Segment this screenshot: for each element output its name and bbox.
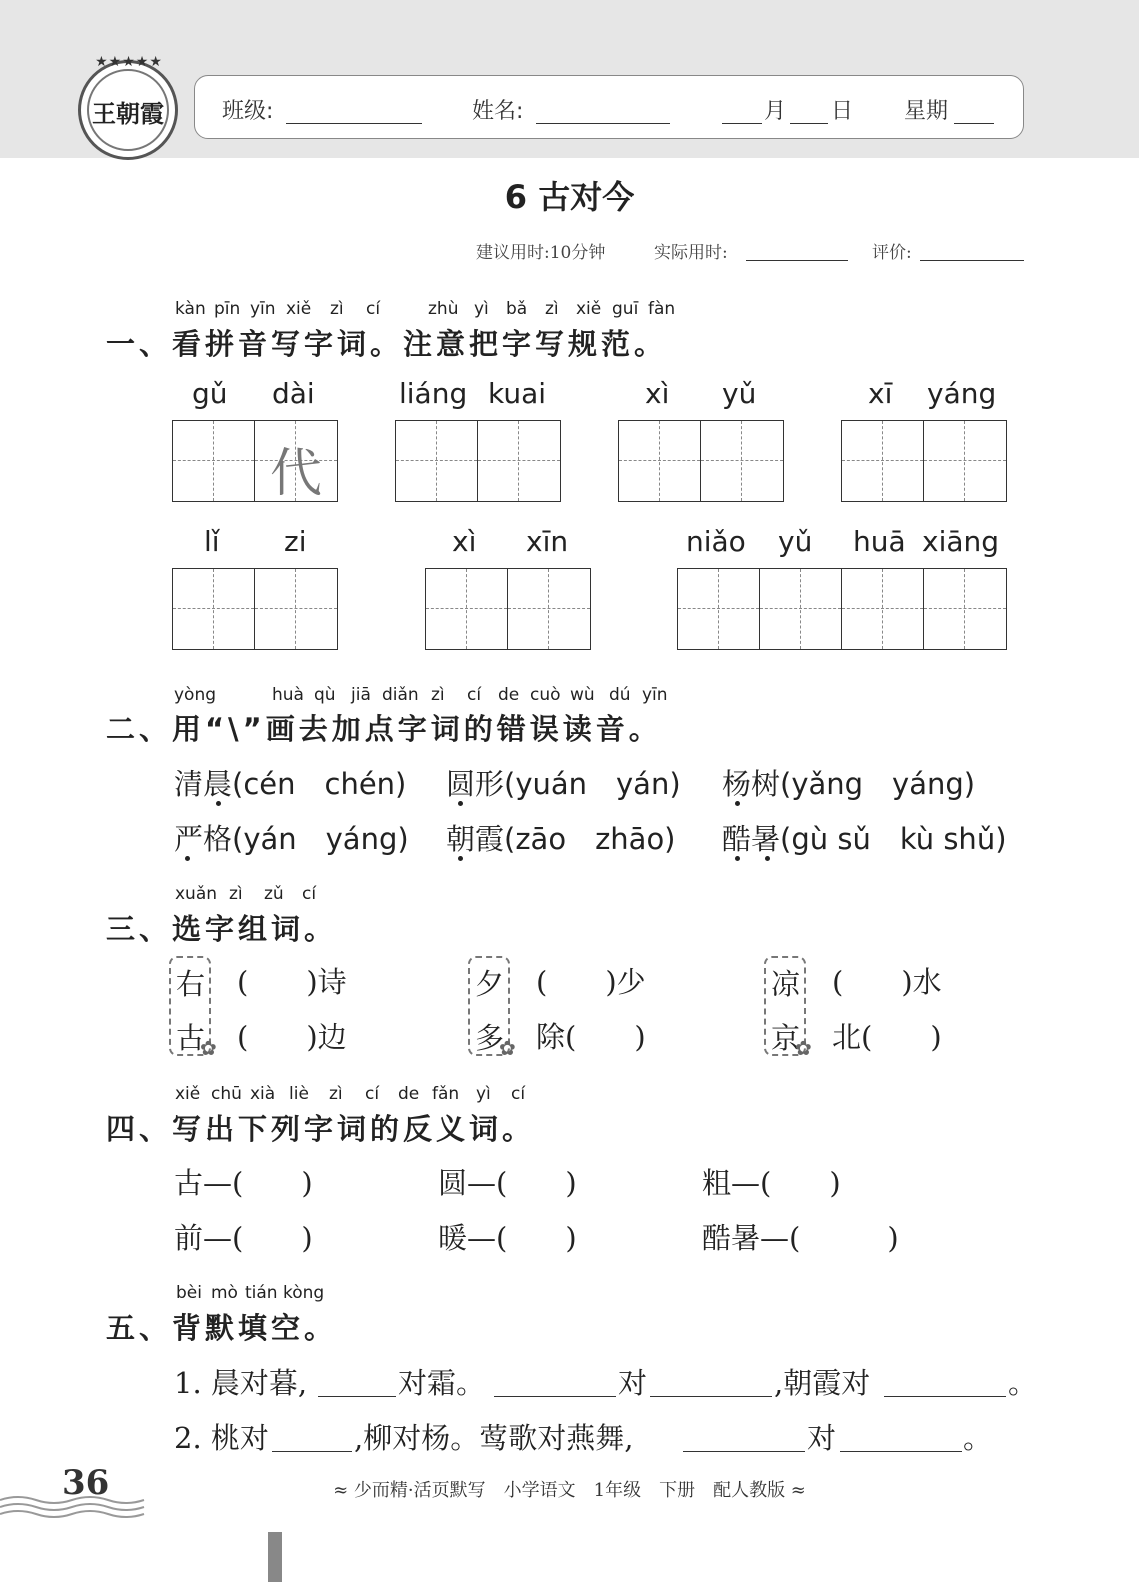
section-pinyin: de — [398, 1084, 420, 1104]
fill-blank[interactable] — [884, 1366, 1006, 1397]
writing-cell[interactable] — [255, 569, 337, 649]
writing-grid[interactable] — [172, 420, 338, 502]
pronunciation-options: (gù sǔ kù shǔ) — [780, 822, 1007, 856]
recite-text: 对 — [618, 1366, 648, 1400]
dotted-word: 严格 — [174, 822, 233, 856]
section-pinyin: cí — [302, 884, 317, 904]
section-pinyin: bèi — [176, 1283, 202, 1303]
pronunciation-item[interactable] — [446, 817, 676, 858]
day-field[interactable] — [790, 97, 828, 124]
writing-cell[interactable] — [701, 421, 783, 501]
section-pinyin: cí — [366, 299, 381, 319]
flower-icon: ✿ — [795, 1036, 812, 1060]
dotted-word: 杨树 — [722, 767, 781, 801]
writing-cell[interactable] — [842, 569, 924, 649]
logo-stars-icon: ★★★★★ — [95, 54, 163, 70]
writing-cell[interactable] — [478, 421, 560, 501]
section-pinyin: cí — [511, 1084, 526, 1104]
fill-blank[interactable] — [318, 1366, 396, 1397]
antonym-item[interactable]: 古—( ) — [174, 1166, 313, 1200]
word-pinyin: xì — [645, 377, 670, 410]
flower-icon: ✿ — [200, 1036, 217, 1060]
class-label: 班级: — [222, 99, 274, 124]
word-pinyin: lǐ — [204, 525, 220, 558]
writing-cell[interactable] — [619, 421, 701, 501]
section-pinyin: jiā — [351, 685, 371, 705]
section-pinyin: yīn — [642, 685, 668, 705]
weekday-field[interactable] — [954, 97, 994, 124]
pronunciation-options: (zāo zhāo) — [504, 822, 676, 856]
antonym-item[interactable]: 圆—( ) — [438, 1166, 577, 1200]
name-field[interactable] — [536, 97, 670, 124]
pronunciation-item[interactable] — [722, 817, 1007, 858]
section-pinyin: diǎn — [382, 685, 419, 705]
writing-cell[interactable] — [924, 421, 1006, 501]
section-pinyin: wù — [570, 685, 595, 705]
pronunciation-item[interactable] — [174, 762, 406, 803]
word-pinyin: gǔ — [192, 377, 228, 410]
section-pinyin: cuò — [530, 685, 561, 705]
word-pinyin: kuai — [488, 377, 547, 410]
section-pinyin: yīn — [250, 299, 276, 319]
writing-cell[interactable] — [678, 569, 760, 649]
section-pinyin: xiě — [286, 299, 312, 319]
section-pinyin: yì — [476, 1084, 491, 1104]
pronunciation-item[interactable] — [722, 762, 975, 803]
day-label: 日 — [831, 99, 854, 124]
page-number: 36 — [62, 1463, 110, 1503]
section-pinyin: liè — [289, 1084, 309, 1104]
writing-grid[interactable] — [425, 568, 591, 650]
antonym-item[interactable]: 前—( ) — [174, 1221, 313, 1255]
page-tab — [268, 1532, 282, 1582]
recite-text: ,柳对杨。莺歌对燕舞, — [354, 1421, 634, 1455]
writing-cell[interactable] — [255, 421, 337, 504]
lesson-title: 6 古对今 — [504, 178, 635, 216]
section-3-title: 三、选字组词。 — [106, 912, 338, 946]
section-pinyin: zì — [545, 299, 559, 319]
writing-cell[interactable] — [508, 569, 590, 649]
section-pinyin: zǔ — [264, 884, 284, 904]
word-pinyin: huā — [853, 525, 906, 558]
section-pinyin: cí — [467, 685, 482, 705]
dotted-word: 圆形 — [446, 767, 505, 801]
dotted-word: 朝霞 — [446, 822, 505, 856]
section-pinyin: zhù — [428, 299, 459, 319]
recite-text: 2. 桃对 — [174, 1421, 269, 1455]
writing-grid[interactable] — [395, 420, 561, 502]
dotted-word: 清晨 — [174, 767, 233, 801]
writing-grid[interactable] — [172, 568, 338, 650]
word-pinyin: xiāng — [922, 525, 1000, 558]
fill-blank[interactable] — [683, 1421, 805, 1452]
word-pinyin: dài — [272, 377, 315, 410]
word-pinyin: yáng — [927, 377, 997, 410]
word-pinyin: xì — [452, 525, 477, 558]
section-pinyin: zì — [431, 685, 445, 705]
rating-field[interactable] — [920, 236, 1024, 261]
choice-character: 古 — [176, 1021, 206, 1055]
word-pinyin: liáng — [399, 377, 468, 410]
logo-text: 王朝霞 — [92, 99, 164, 128]
writing-cell[interactable] — [173, 421, 255, 501]
writing-cell[interactable] — [426, 569, 508, 649]
emphasis-dot — [216, 801, 221, 806]
recite-text: ,朝霞对 — [774, 1366, 871, 1400]
suggested-time: 建议用时:10分钟 — [476, 243, 606, 263]
actual-time-field[interactable] — [746, 236, 848, 261]
writing-cell[interactable] — [842, 421, 924, 501]
emphasis-dot — [765, 856, 770, 861]
pronunciation-item[interactable] — [446, 762, 681, 803]
emphasis-dot — [458, 801, 463, 806]
section-pinyin: zì — [329, 1084, 343, 1104]
section-1-title: 一、看拼音写字词。注意把字写规范。 — [106, 327, 668, 361]
section-pinyin: xiě — [175, 1084, 201, 1104]
fill-blank[interactable] — [494, 1366, 616, 1397]
section-pinyin: de — [498, 685, 520, 705]
class-field[interactable] — [286, 97, 422, 124]
word-blank[interactable]: ( )边 — [237, 1020, 347, 1054]
example-character: 代 — [269, 444, 322, 504]
pronunciation-options: (yǎng yáng) — [780, 767, 976, 801]
choice-character: 夕 — [475, 967, 505, 1001]
name-label: 姓名: — [472, 99, 524, 124]
section-pinyin: yì — [474, 299, 489, 319]
rating-label: 评价: — [872, 243, 912, 263]
weekday-label: 星期 — [904, 99, 949, 124]
flower-icon: ✿ — [499, 1036, 516, 1060]
fill-blank[interactable] — [650, 1366, 772, 1397]
publisher-logo — [78, 54, 178, 160]
section-pinyin: fàn — [648, 299, 676, 319]
section-pinyin: chū — [211, 1084, 242, 1104]
recite-text: 对 — [807, 1421, 837, 1455]
section-pinyin: yòng — [174, 685, 217, 705]
pronunciation-options: (yuán yán) — [504, 767, 681, 801]
section-pinyin: tián — [245, 1283, 278, 1303]
section-2-title: 二、用“\”画去加点字词的错误读音。 — [106, 712, 662, 746]
emphasis-dot — [458, 856, 463, 861]
antonym-item[interactable]: 粗—( ) — [702, 1166, 841, 1200]
recite-text: 。 — [1008, 1366, 1038, 1400]
choice-character: 多 — [475, 1021, 505, 1055]
dotted-word: 酷暑 — [722, 822, 781, 856]
writing-cell[interactable] — [173, 569, 255, 649]
section-pinyin: pīn — [214, 299, 241, 319]
word-pinyin: niǎo — [686, 525, 746, 558]
actual-time-label: 实际用时: — [654, 243, 728, 263]
choice-character: 京 — [771, 1021, 801, 1055]
antonym-item[interactable]: 暖—( ) — [438, 1221, 577, 1255]
word-pinyin: yǔ — [778, 525, 813, 558]
section-pinyin: xiě — [576, 299, 602, 319]
emphasis-dot — [735, 856, 740, 861]
section-pinyin: xuǎn — [175, 884, 218, 904]
section-pinyin: kàn — [175, 299, 206, 319]
fill-blank[interactable] — [272, 1421, 352, 1452]
recite-text: 。 — [963, 1421, 993, 1455]
month-label: 月 — [764, 99, 787, 124]
word-blank[interactable]: ( )诗 — [237, 965, 347, 999]
section-pinyin: cí — [365, 1084, 380, 1104]
section-4-title: 四、写出下列字词的反义词。 — [106, 1112, 536, 1146]
writing-grid[interactable] — [841, 420, 1007, 502]
recite-text: 1. 晨对暮, — [174, 1366, 308, 1400]
recite-text: 对霜。 — [398, 1366, 486, 1400]
section-pinyin: zì — [330, 299, 344, 319]
section-pinyin: zì — [229, 884, 243, 904]
section-pinyin: fǎn — [432, 1084, 460, 1104]
word-blank[interactable]: ( )少 — [536, 965, 646, 999]
section-pinyin: huà — [272, 685, 304, 705]
section-5-title: 五、背默填空。 — [106, 1311, 338, 1345]
pronunciation-options: (yán yáng) — [232, 822, 409, 856]
antonym-item[interactable]: 酷暑—( ) — [702, 1221, 899, 1255]
word-pinyin: xīn — [526, 525, 569, 558]
section-pinyin: mò — [211, 1283, 238, 1303]
word-blank[interactable]: 除( ) — [536, 1020, 646, 1054]
writing-grid[interactable] — [618, 420, 784, 502]
month-field[interactable] — [722, 97, 762, 124]
section-pinyin: xià — [250, 1084, 276, 1104]
word-pinyin: yǔ — [722, 377, 757, 410]
choice-character: 凉 — [771, 967, 801, 1001]
section-pinyin: dú — [609, 685, 631, 705]
pronunciation-options: (cén chén) — [232, 767, 407, 801]
writing-grid[interactable] — [677, 568, 1007, 650]
word-pinyin: zi — [284, 525, 307, 558]
section-pinyin: kòng — [283, 1283, 325, 1303]
word-blank[interactable]: ( )水 — [832, 965, 942, 999]
word-blank[interactable]: 北( ) — [832, 1020, 942, 1054]
section-pinyin: bǎ — [506, 299, 528, 319]
pronunciation-item[interactable] — [174, 817, 409, 858]
writing-cell[interactable] — [396, 421, 478, 501]
footer-text: ≈ 少而精·活页默写 小学语文 1年级 下册 配人教版 ≈ — [333, 1480, 806, 1501]
writing-cell[interactable] — [924, 569, 1006, 649]
word-pinyin: xī — [868, 377, 893, 410]
emphasis-dot — [735, 801, 740, 806]
section-pinyin: guī — [612, 299, 639, 319]
fill-blank[interactable] — [840, 1421, 962, 1452]
section-pinyin: qù — [314, 685, 336, 705]
emphasis-dot — [185, 856, 190, 861]
writing-cell[interactable] — [760, 569, 842, 649]
choice-character: 右 — [176, 967, 206, 1001]
